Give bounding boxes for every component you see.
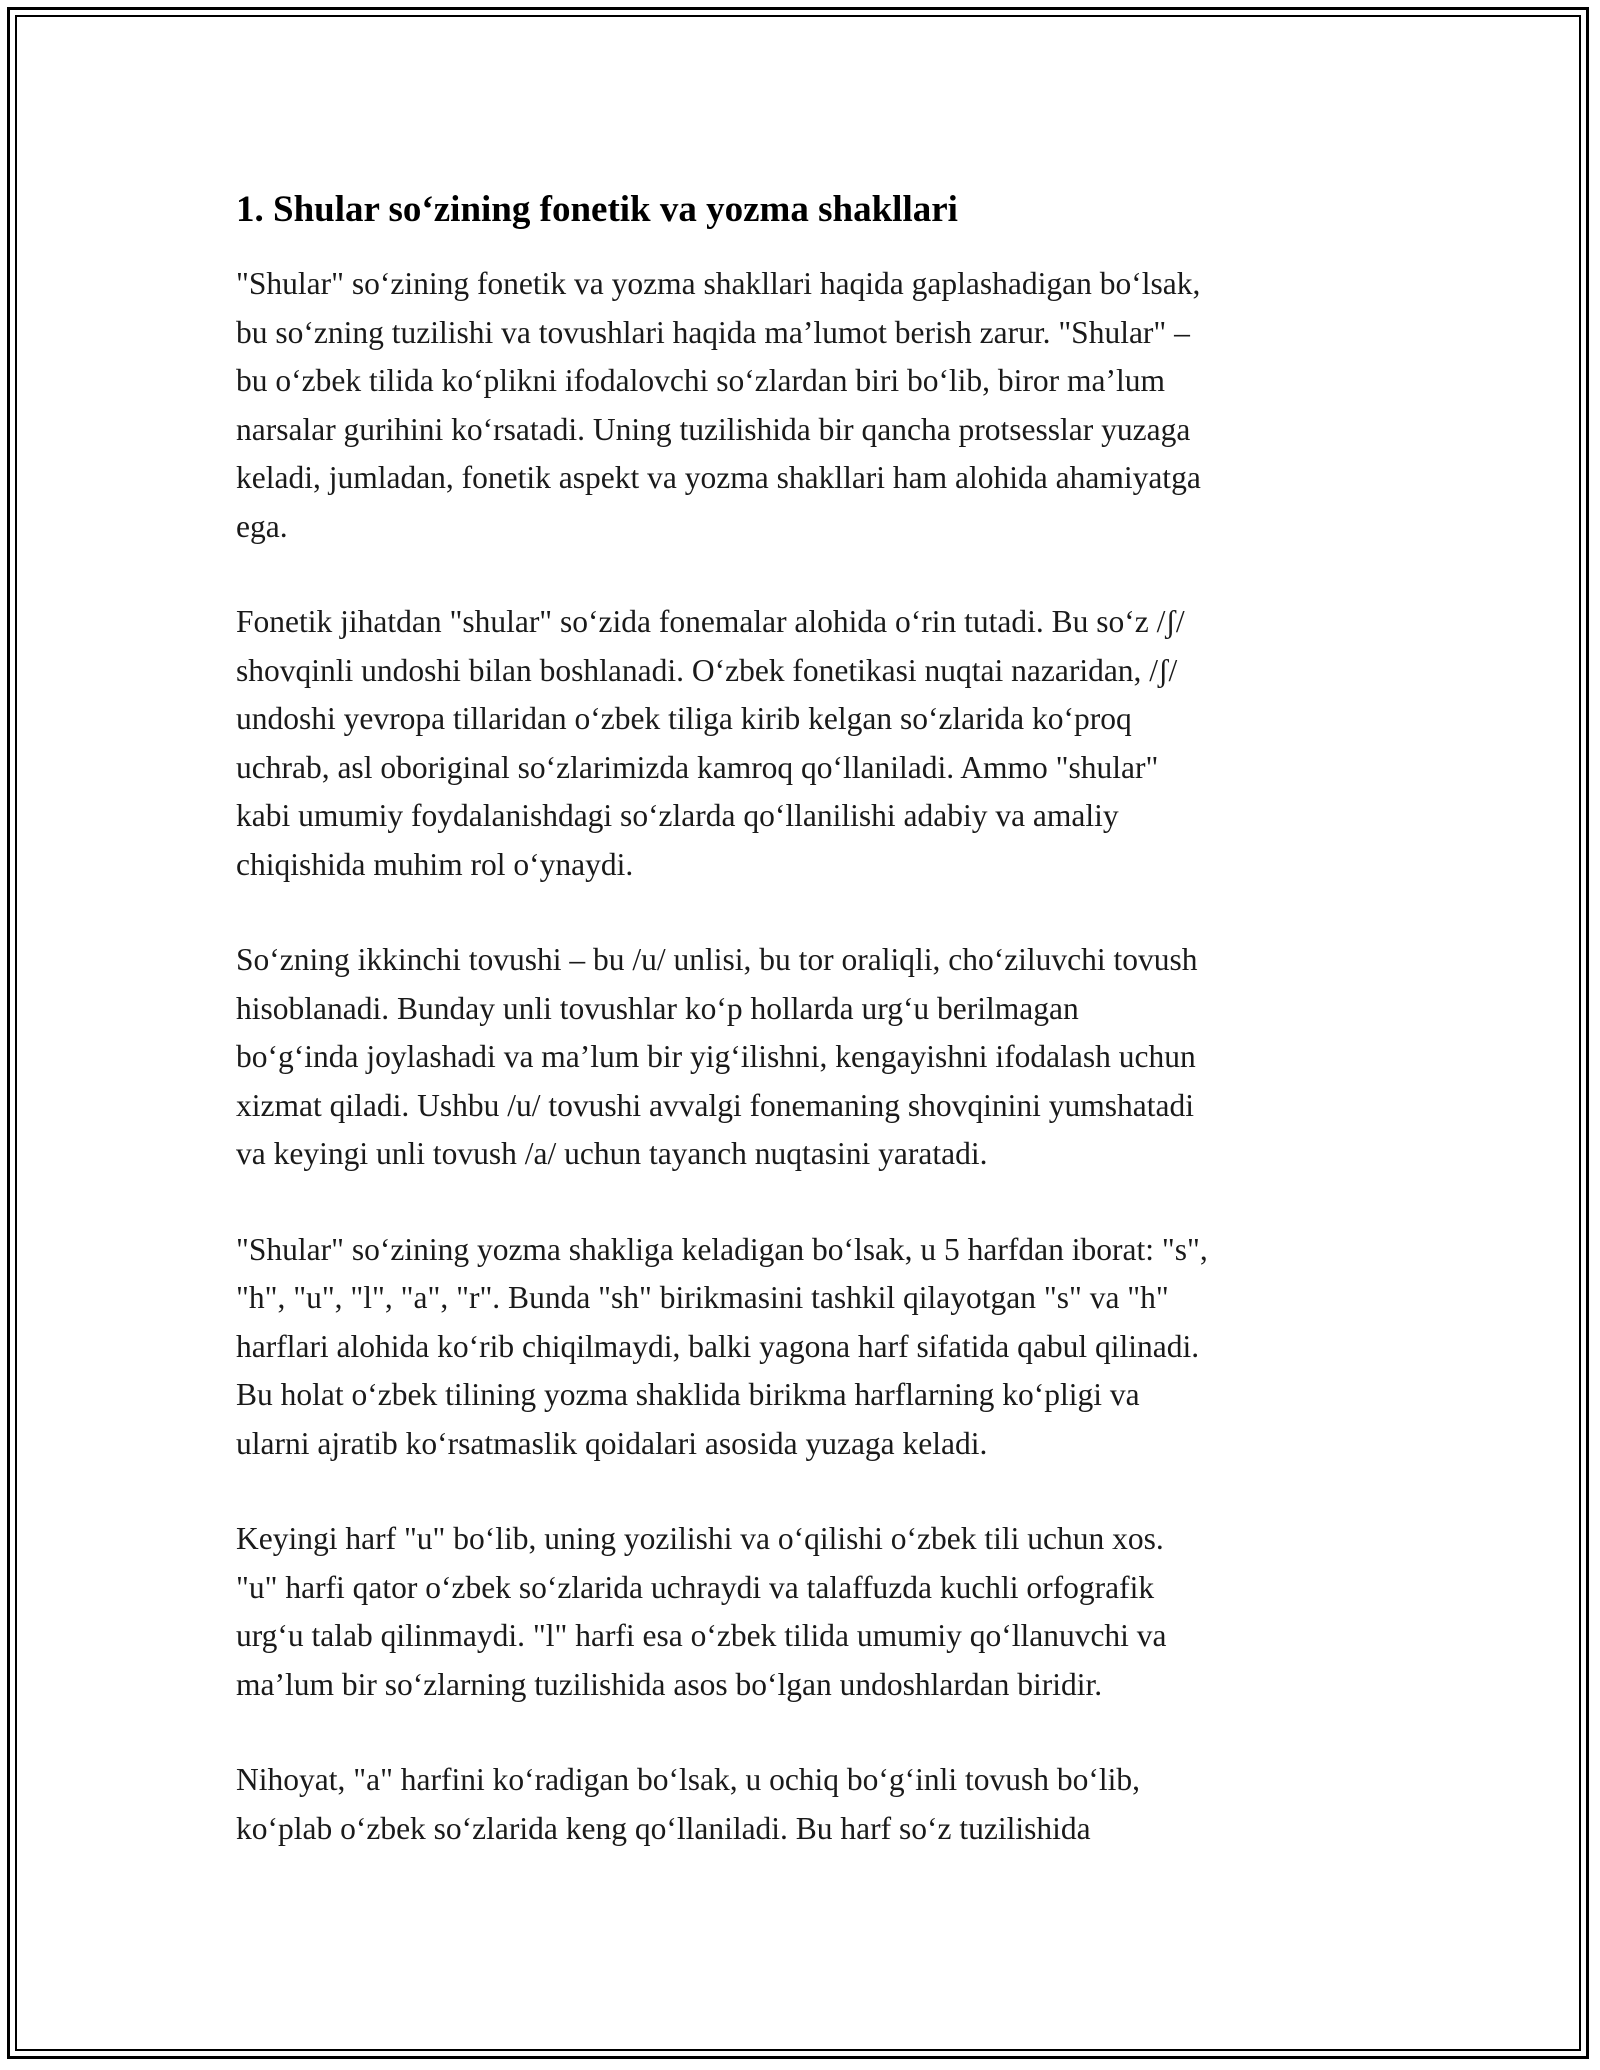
section-heading: 1. Shular so‘zining fonetik va yozma shakllari bbox=[236, 189, 958, 230]
document-body bbox=[236, 186, 1376, 1900]
paragraph-4: "Shular" so‘zining yozma shakliga keladigan bo‘lsak, u 5 harfdan iborat: "s", "h", "u", "l", "a", "r". Bunda "sh" birikmasini tashkil qilayotgan "s" va "h" harflari alohida ko‘rib chiqilmaydi, balki yagona harf sifatida qabul qilinadi. Bu holat o‘zbek tilining yozma shaklida birikma harflarning ko‘pligi va ularni ajratib ko‘rsatmaslik qoidalari asosida yuzaga keladi. bbox=[236, 1231, 1208, 1461]
paragraph-2: Fonetik jihatdan "shular" so‘zida fonemalar alohida o‘rin tutadi. Bu so‘z /ʃ/ shovqinli undoshi bilan boshlanadi. O‘zbek fonetikasi nuqtai nazaridan, /ʃ/ undoshi yevropa tillaridan o‘zbek tiliga kirib kelgan so‘zlarida ko‘proq uchrab, asl oboriginal so‘zlarimizda kamroq qo‘llaniladi. Ammo "shular" kabi umumiy foydalanishdagi so‘zlarda qo‘llanilishi adabiy va amaliy chiqishida muhim rol o‘ynaydi. bbox=[236, 604, 1185, 882]
paragraph-1: "Shular" so‘zining fonetik va yozma shakllari haqida gaplashadigan bo‘lsak, bu so‘zning tuzilishi va tovushlari haqida ma’lumot berish zarur. "Shular" – bu o‘zbek tilida ko‘plikni ifodalovchi so‘zlardan biri bo‘lib, biror ma’lum narsalar gurihini ko‘rsatadi. Uning tuzilishida bir qancha protsesslar yuzaga keladi, jumladan, fonetik aspekt va yozma shakllari ham alohida ahamiyatga ega. bbox=[236, 266, 1201, 544]
paragraph-3: So‘zning ikkinchi tovushi – bu /u/ unlisi, bu tor oraliqli, cho‘ziluvchi tovush hisoblanadi. Bunday unli tovushlar ko‘p hollarda urg‘u berilmagan bo‘g‘inda joylashadi va ma’lum bir yig‘ilishni, kengayishni ifodalash uchun xizmat qiladi. Ushbu /u/ tovushi avvalgi fonemaning shovqinini yumshatadi va keyingi unli tovush /a/ uchun tayanch nuqtasini yaratadi. bbox=[236, 942, 1198, 1171]
paragraph-5: Keyingi harf "u" bo‘lib, uning yozilishi va o‘qilishi o‘zbek tili uchun xos. "u" harfi qator o‘zbek so‘zlarida uchraydi va talaffuzda kuchli orfografik urg‘u talab qilinmaydi. "l" harfi esa o‘zbek tilida umumiy qo‘llanuvchi va ma’lum bir so‘zlarning tuzilishida asos bo‘lgan undoshlardan biridir. bbox=[236, 1521, 1167, 1702]
paragraph-6: Nihoyat, "a" harfini ko‘radigan bo‘lsak, u ochiq bo‘g‘inli tovush bo‘lib, ko‘plab o‘zbek so‘zlarida keng qo‘llaniladi. Bu harf so‘z tuzilishida bbox=[236, 1762, 1141, 1846]
